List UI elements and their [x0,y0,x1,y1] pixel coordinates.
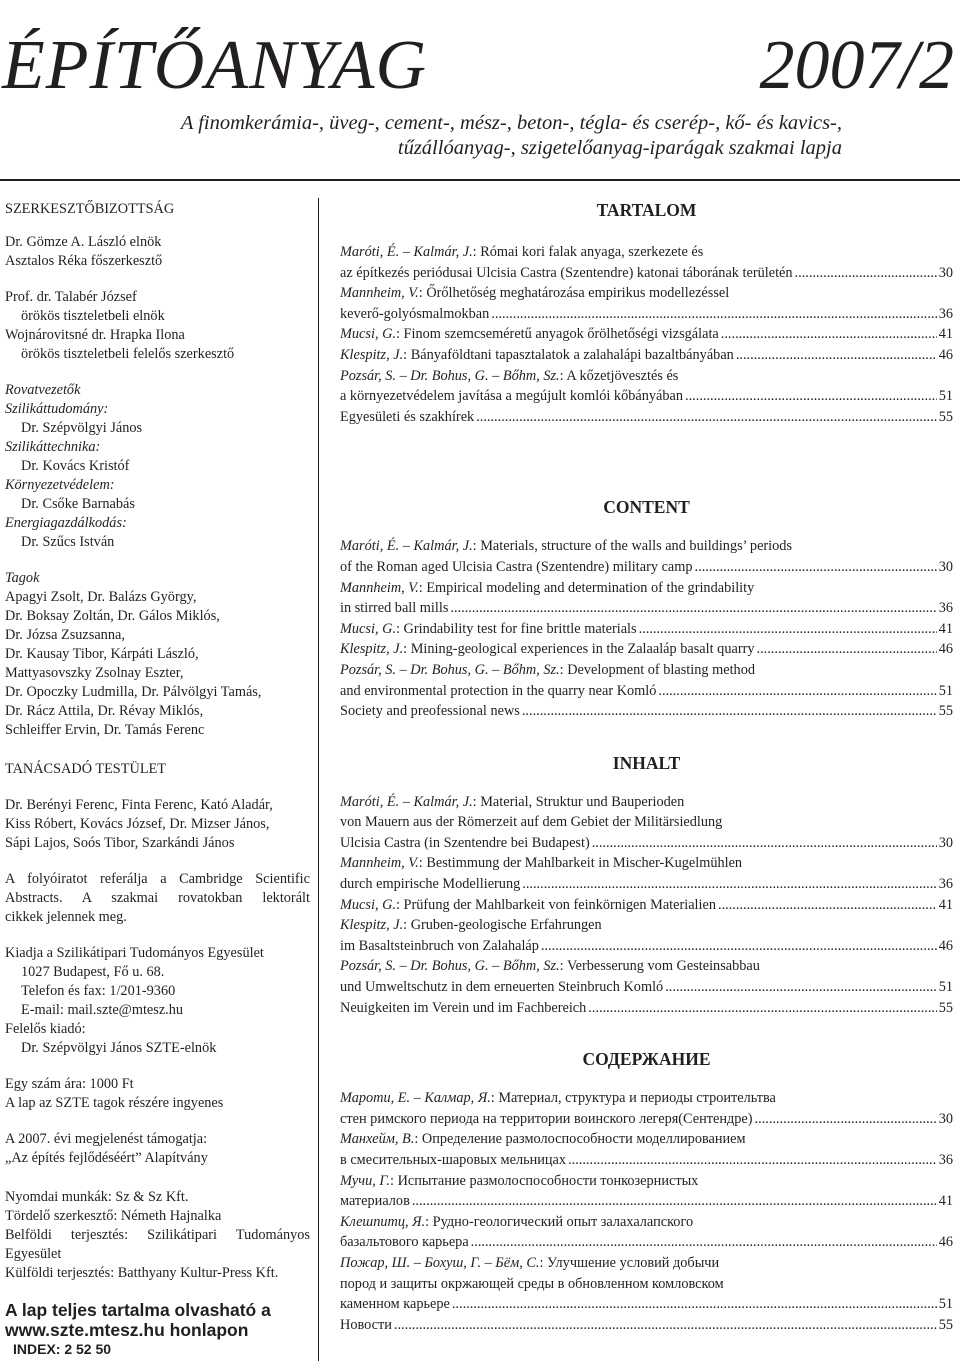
online-notice: A lap teljes tartalma olvasható a [5,1300,271,1320]
toc-entry-last-line[interactable] [340,263,953,284]
entry-sep: : [425,1213,433,1230]
member-line: Dr. Rácz Attila, Dr. Révay Miklós, [5,703,204,719]
honorary-editor-role: örökös tiszteletbeli felelős szerkesztő [21,346,235,362]
entry-page: 36 [938,600,953,617]
entry-author: Maróti, É. – Kalmár, J. [340,244,473,260]
toc-entry-last-line[interactable] [340,977,953,998]
entry-title: Улучшение условий добычи [547,1254,720,1271]
toc-entry[interactable] [340,1171,953,1192]
sponsor-name: „Az építés fejlődéséért” Alapítvány [5,1150,208,1166]
toc-en-heading: CONTENT [603,497,690,518]
toc-en-entries [340,536,953,721]
advisory-line: Kiss Róbert, Kovács József, Dr. Mizser János, [5,816,270,832]
journal-title: ÉPÍTŐANYAG [2,27,428,104]
entry-title: A kőzetjövesztés és [566,367,679,384]
toc-entry-last-line[interactable] [340,386,953,407]
toc-entry[interactable] [340,639,953,660]
entry-page: 36 [938,876,953,893]
entry-page: 55 [938,408,953,425]
entry-author: Pozsár, S. – Dr. Bohus, G. – Bőhm, Sz. [340,958,560,975]
entry-page: 55 [938,999,953,1016]
entry-page: 30 [938,1110,953,1127]
leader-dots [757,639,937,660]
entry-title: Bányaföldtani tapasztalatok a zalahalápi bazaltbányában [410,346,734,363]
toc-entry-last-line[interactable] [340,598,953,619]
leader-dots [412,1191,937,1212]
entry-title: Материал, структура и периоды строительтва [498,1090,776,1107]
entry-page: 51 [938,388,953,405]
entry-author: Манхейм, В. [340,1131,415,1148]
entry-title-end: und Umweltschutz in dem erneuerten Steinbruch Komló [340,979,664,996]
toc-entry-last-line[interactable] [340,936,953,957]
honorary-editor: Wojnárovitsné dr. Hrapka Ilona [5,327,185,343]
advisory-line: Dr. Berényi Ferenc, Finta Ferenc, Kató Aladár, [5,797,273,813]
section-label: Szilikáttechnika: [5,439,101,455]
header-divider [0,179,960,181]
section-editor: Dr. Szépvölgyi János [21,420,143,436]
leader-dots [491,304,936,325]
entry-page: 51 [938,1296,953,1313]
board-editor: Asztalos Réka főszerkesztő [5,253,163,269]
entry-sep: : [472,244,481,260]
toc-entry-last-line[interactable] [340,304,953,325]
leader-dots [695,557,937,578]
toc-hu-heading: TARTALOM [596,200,697,220]
toc-entry-last-line[interactable] [340,1191,953,1212]
entry-title: Новости [340,1316,392,1333]
entry-sep: : [396,896,404,913]
toc-entry[interactable] [340,956,953,977]
printer: Nyomdai munkák: Sz & Sz Kft. [5,1189,189,1205]
entry-title: Prüfung der Mahlbarkeit von feinkörnigen Materialien [403,896,716,913]
entry-author: Pozsár, S. – Dr. Bohus, G. – Bőhm, Sz. [340,661,560,678]
leader-dots [476,407,937,428]
leader-dots [685,386,937,407]
entry-page: 46 [938,937,953,954]
leader-dots [639,619,937,640]
member-line: Dr. Opoczky Ludmilla, Dr. Pálvölgyi Tamás, [5,684,262,700]
editorial-column [5,200,310,1358]
entry-author: Mannheim, V. [340,855,419,872]
entry-author: Мароти, Е. – Калмар, Я. [340,1090,491,1107]
subtitle-line-2: tűzállóanyag-, szigetelőanyag-iparágak szakmai lapja [397,137,842,159]
entry-title-end: and environmental protection in the quarry near Komló [340,682,657,699]
entry-sep: : [403,917,411,934]
entry-title-end: базальтового карьера [340,1234,469,1251]
toc-entry[interactable] [340,1129,953,1150]
leader-dots [394,1315,937,1336]
leader-dots [592,833,937,854]
entry-author: Pozsár, S. – Dr. Bohus, G. – Bőhm, Sz. [340,367,560,384]
toc-entry[interactable] [340,536,953,557]
toc-entry[interactable] [340,1088,953,1109]
entry-page: 30 [938,834,953,851]
entry-sep: : [472,793,481,810]
entry-title: Empirical modeling and determination of the grindability [426,579,755,596]
toc-entry-last-line[interactable] [340,833,953,854]
leader-dots [665,977,937,998]
toc-entry[interactable] [340,1253,953,1274]
toc-entry[interactable] [340,853,953,874]
entry-title: Verbesserung vom Gesteinsabbau [566,958,760,975]
column-divider [318,198,319,1361]
entry-title: Bestimmung der Mahlbarkeit in Mischer-Kugelmühlen [426,855,743,872]
entry-sep: : [403,641,411,658]
entry-page: 41 [938,896,953,913]
honorary-president: Prof. dr. Talabér József [5,289,137,305]
entry-sep: : [490,1090,499,1107]
member-line: Apagyi Zsolt, Dr. Balázs György, [5,589,197,605]
entry-title: Római kori falak anyaga, szerkezete és [480,244,704,260]
entry-sep: : [559,958,567,975]
entry-author: Mucsi, G. [340,326,396,343]
entry-title: Испытание размолоспособности тонкозернистых [397,1172,699,1189]
leader-dots [588,998,936,1019]
entry-title-end: материалов [340,1193,410,1210]
toc-entry[interactable] [340,345,953,366]
entry-page: 51 [938,979,953,996]
publisher-phone: Telefon és fax: 1/201-9360 [21,983,176,999]
entry-sep: : [396,620,404,637]
entry-author: Клешпитц, Я. [340,1213,426,1230]
entry-title-end: a környezetvédelem javítása a megújult komlói kőbányában [340,388,684,405]
domestic-distribution: Belföldi terjesztés: Szilikátipari Tudományos [5,1227,310,1243]
toc-entry[interactable] [340,619,953,640]
section-editor: Dr. Kovács Kristóf [21,458,130,474]
entry-title-end: durch empirische Modellierung [340,876,521,893]
entry-author: Пожар, Ш. – Бохуш, Г. – Бём, С. [340,1254,540,1271]
entry-sep: : [472,538,481,555]
entry-title-end: im Basaltsteinbruch von Zalahaláp [340,937,539,954]
entry-title: Finom szemcseméretű anyagok őrölhetőségi vizsgálata [403,326,719,343]
entry-title-end: of the Roman aged Ulcisia Castra (Szentendre) military camp [340,558,693,575]
domestic-distribution-cont: Egyesület [5,1246,62,1262]
entry-title-end: в смесительных-шаровых мельницах [340,1152,567,1168]
toc-entry-last-line[interactable] [340,874,953,895]
entry-author: Maróti, É. – Kalmár, J. [340,793,473,810]
abstracts-note: Abstracts. A szakmai rovatokban lektorált [5,890,310,906]
toc-entry[interactable] [340,242,953,263]
entry-author: Klespitz, J. [340,346,404,363]
responsible-publisher: Dr. Szépvölgyi János SZTE-elnök [21,1040,217,1056]
contents-column [340,195,953,1335]
entry-title-end: стен римского периода на территории воинского легеря(Сентендре) [340,1110,753,1127]
publisher-email: E-mail: mail.szte@mtesz.hu [21,1002,184,1018]
entry-title: Определение размолоспособности моделлированием [421,1131,746,1148]
entry-sep: : [414,1131,422,1148]
leader-dots [522,874,936,895]
entry-sep: : [418,579,427,596]
entry-title: Society and preofessional news [340,703,520,720]
toc-entry[interactable] [340,407,953,428]
leader-dots [658,681,936,702]
entry-title: Őrőlhetőség meghatározása empirikus modellezéssel [426,285,730,302]
toc-entry[interactable] [340,1212,953,1233]
publisher: Kiadja a Szilikátipari Tudományos Egyesület [5,945,264,961]
advisory-line: Sápi Lajos, Soós Tibor, Szarkándi János [5,835,235,851]
entry-sep: : [559,367,567,384]
subtitle-line-1: A finomkerámia-, üveg-, cement-, mész-, beton-, tégla- és cserép-, kő- és kavics-, [180,112,842,134]
leader-dots [522,701,937,722]
entry-page: 46 [938,641,953,658]
member-price-note: A lap az SZTE tagok részére ingyenes [5,1095,224,1111]
section-editor: Dr. Szűcs István [21,534,115,550]
toc-entry[interactable] [340,998,953,1019]
toc-entry-last-line[interactable] [340,1150,953,1171]
toc-entry-mid-line[interactable] [340,1274,953,1295]
responsible-publisher-label: Felelős kiadó: [5,1021,86,1037]
toc-entry[interactable] [340,283,953,304]
entry-sep: : [559,661,568,678]
entry-author: Мучи, Г. [340,1172,391,1189]
section-label: Energiagazdálkodás: [5,515,127,531]
entry-page: 55 [938,1316,953,1333]
board-heading: SZERKESZTŐBIZOTTSÁG [5,201,175,217]
entry-sep: : [390,1172,398,1189]
member-line: Schleiffer Ervin, Dr. Tamás Ferenc [5,722,205,738]
entry-sep: : [539,1254,548,1271]
leader-dots [755,1109,937,1130]
entry-title: Рудно-геологический опыт залахалапского [432,1213,694,1230]
toc-de-entries [340,792,953,1019]
entry-page: 30 [938,264,953,281]
entry-author: Klespitz, J. [340,641,404,658]
section-label: Környezetvédelem: [5,477,115,493]
entry-author: Maróti, É. – Kalmár, J. [340,538,473,555]
index-number: INDEX: 2 52 50 [13,1341,112,1357]
toc-hu-entries [340,242,953,427]
entry-title: Material, Struktur und Bauperioden [480,793,685,810]
toc-entry[interactable] [340,660,953,681]
entry-page: 51 [938,682,953,699]
entry-title-mid: пород и защиты окржающей среды в обновленном комловском [340,1275,724,1292]
entry-title-end: Ulcisia Castra (in Szentendre bei Budapest) [340,834,590,851]
entry-author: Mucsi, G. [340,620,396,637]
toc-de-heading: INHALT [612,752,681,773]
leader-dots [718,895,937,916]
member-line: Dr. Józsa Zsuzsanna, [5,627,125,643]
entry-title: Neuigkeiten im Verein und im Fachbereich [340,999,587,1016]
toc-entry[interactable] [340,915,953,936]
toc-entry[interactable] [340,578,953,599]
toc-entry[interactable] [340,324,953,345]
member-line: Dr. Boksay Zoltán, Dr. Gálos Miklós, [5,608,220,624]
column-editors-heading: Rovatvezetők [5,382,81,398]
member-line: Dr. Kausay Tibor, Kárpáti László, [5,646,199,662]
entry-sep: : [418,855,427,872]
entry-sep: : [418,285,427,302]
toc-entry-last-line[interactable] [340,557,953,578]
leader-dots [450,598,936,619]
leader-dots [452,1294,937,1315]
abstracts-note: A folyóiratot referálja a Cambridge Scientific [5,871,310,887]
entry-title-end: каменном карьере [340,1296,450,1313]
toc-entry[interactable] [340,1315,953,1336]
publisher-address: 1027 Budapest, Fő u. 68. [21,964,165,980]
entry-author: Mannheim, V. [340,285,419,302]
entry-sep: : [396,326,404,343]
members-heading: Tagok [5,570,40,586]
entry-title: Gruben-geologische Erfahrungen [410,917,602,934]
entry-page: 41 [938,1193,953,1210]
entry-title-end: keverő-golyósmalmokban [340,305,490,322]
entry-title: Materials, structure of the walls and buildings’ periods [480,538,793,555]
entry-page: 41 [938,620,953,637]
issue-number: 2007/2 [759,27,954,104]
leader-dots [795,263,937,284]
toc-ru-heading: СОДЕРЖАНИЕ [582,1049,711,1070]
entry-page: 36 [938,305,953,322]
toc-entry[interactable] [340,366,953,387]
abstracts-note: cikkek jelennek meg. [5,909,127,925]
entry-author: Mucsi, G. [340,896,396,913]
entry-title: Egyesületi és szakhírek [340,408,475,425]
leader-dots [721,324,937,345]
sponsor-label: A 2007. évi megjelenést támogatja: [5,1131,208,1147]
entry-author: Mannheim, V. [340,579,419,596]
entry-page: 41 [938,326,953,343]
foreign-distribution: Külföldi terjesztés: Batthyany Kultur-Press Kft. [5,1265,279,1281]
entry-author: Klespitz, J. [340,917,404,934]
entry-page: 36 [938,1152,953,1168]
journal-subtitle [82,111,842,161]
entry-title-end: in stirred ball mills [340,600,449,617]
toc-entry[interactable] [340,895,953,916]
entry-title: Mining-geological experiences in the Zalaaláp basalt quarry [410,641,755,658]
advisory-heading: TANÁCSADÓ TESTÜLET [5,761,167,777]
layout-editor: Tördelő szerkesztő: Németh Hajnalka [5,1208,222,1224]
leader-dots [471,1232,937,1253]
entry-page: 55 [938,703,953,720]
entry-title: Development of blasting method [567,661,755,678]
toc-entry-last-line[interactable] [340,681,953,702]
entry-page: 46 [938,346,953,363]
toc-ru-entries [340,1088,953,1335]
entry-page: 30 [938,558,953,575]
toc-entry-last-line[interactable] [340,1109,953,1130]
leader-dots [541,936,937,957]
entry-page: 46 [938,1234,953,1251]
leader-dots [736,345,937,366]
issue-price: Egy szám ára: 1000 Ft [5,1076,134,1092]
member-line: Mattyasovszky Zsolnay Eszter, [5,665,184,681]
entry-sep: : [403,346,411,363]
toc-entry-last-line[interactable] [340,1232,953,1253]
toc-entry-last-line[interactable] [340,1294,953,1315]
entry-title-end: az építkezés periódusai Ulcisia Castra (Szentendre) katonai táborának területén [340,264,793,281]
section-editor: Dr. Csőke Barnabás [21,496,135,512]
entry-title: Grindability test for fine brittle materials [403,620,637,637]
leader-dots [568,1150,937,1171]
toc-entry-mid-line[interactable] [340,812,953,833]
entry-title-mid: von Mauern aus der Römerzeit auf dem Gebiet der Militärsiedlung [340,814,723,831]
board-chair: Dr. Gömze A. László elnök [5,234,162,250]
toc-entry[interactable] [340,701,953,722]
website-link[interactable]: www.szte.mtesz.hu honlapon [5,1320,249,1340]
section-label: Szilikáttudomány: [5,401,109,417]
honorary-president-role: örökös tiszteletbeli elnök [21,308,165,324]
toc-entry[interactable] [340,792,953,813]
